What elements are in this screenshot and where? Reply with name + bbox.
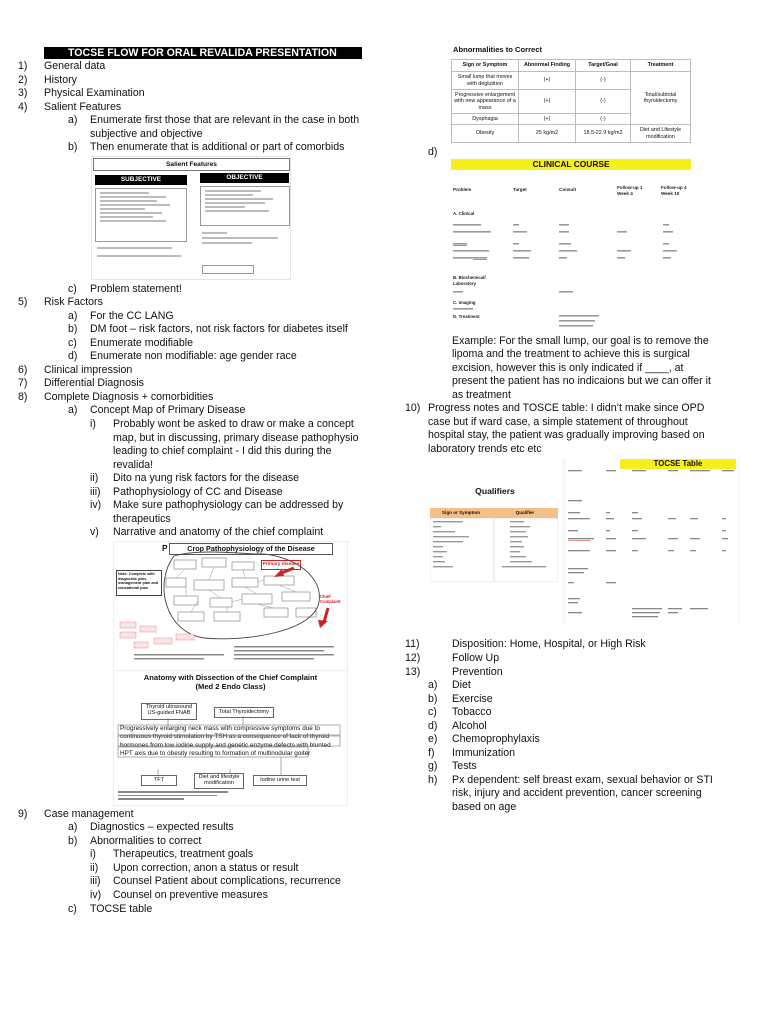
prevention-item: Alcohol (452, 720, 487, 732)
risk-factor-item: For the CC LANG (90, 310, 174, 322)
list-number: 6) (18, 364, 28, 376)
clinical-course-rows (451, 159, 691, 334)
clin-header: Target (513, 187, 527, 192)
progress-notes-3: hospital stay, the patient was gradually improving based on (428, 429, 705, 441)
list-number: 9) (18, 808, 28, 820)
roman-numeral: ii) (90, 472, 99, 484)
abn-cell: (+) (519, 90, 576, 114)
patho-concept-map (114, 542, 347, 670)
roman-numeral: iv) (90, 499, 102, 511)
clin-section: A. Clinical (453, 211, 475, 216)
example-text-5: as treatment (452, 389, 511, 401)
prevention-item: Tests (452, 760, 477, 772)
salient-b-text: Then enumerate that is additional or part of comorbids (90, 141, 345, 153)
abn-header: Sign or Symptom (452, 60, 519, 72)
objective-box (200, 186, 290, 226)
clinical-impression: Clinical impression (44, 364, 133, 376)
iodine-urine-box: Iodine urine test (253, 775, 307, 786)
prevention-item: Chemoprophylaxis (452, 733, 540, 745)
sub-letter: g) (428, 760, 438, 772)
abnormalities-table (451, 59, 691, 143)
sub-letter: a) (428, 679, 438, 691)
diagnostics: Diagnostics – expected results (90, 821, 234, 833)
risk-factor-item: DM foot – risk factors, not risk factors for diabetes itself (90, 323, 348, 335)
progress-notes-4: laboratory trends etc etc (428, 443, 542, 455)
abn-cell: (-) (576, 72, 631, 90)
list-number: 10) (405, 402, 421, 414)
sub-letter: a) (68, 404, 78, 416)
sub-letter: d) (428, 720, 438, 732)
list-number: 2) (18, 74, 28, 86)
prevention-h-3: based on age (452, 801, 517, 813)
subjective-box (95, 188, 187, 242)
abn-cell: 18.5-22.9 kg/m2 (576, 125, 631, 143)
sub-letter: b) (68, 835, 78, 847)
abn-cell: Progressive enlargement with new appearance of a mass (452, 90, 519, 114)
risk-factor-item: Enumerate modifiable (90, 337, 194, 349)
list-item-physical-exam: Physical Examination (44, 87, 145, 99)
case-management: Case management (44, 808, 134, 820)
document-title: TOCSE FLOW FOR ORAL REVALIDA PRESENTATION (44, 47, 362, 59)
example-text-2: lipoma and the treatment to achieve this is surgical (452, 348, 690, 360)
tocse-rows (566, 468, 738, 618)
qualifiers-header-row (430, 508, 558, 518)
sub-letter: a) (68, 114, 78, 126)
roman-numeral: i) (90, 418, 96, 430)
abn-header: Treatment (631, 60, 691, 72)
roman-numeral: v) (90, 526, 99, 538)
prevention-item: Tobacco (452, 706, 492, 718)
salient-a-text-2: subjective and objective (90, 128, 203, 140)
roman-numeral: ii) (90, 862, 99, 874)
sub-letter: c) (68, 283, 77, 295)
abn-cell: Small lump that moves with deglutition (452, 72, 519, 90)
prevention-item: Exercise (452, 693, 493, 705)
roman-numeral: iv) (90, 889, 102, 901)
prevention-h-2: risk, injury and accident prevention, cancer screening (452, 787, 702, 799)
problem-statement: Problem statement! (90, 283, 182, 295)
clin-section: B. Biochemical/ Laboratory (453, 275, 486, 286)
list-number: 3) (18, 87, 28, 99)
prevention: Prevention (452, 666, 503, 678)
list-item-history: History (44, 74, 77, 86)
risk-factor-item: Enumerate non modifiable: age gender race (90, 350, 297, 362)
sub-letter: h) (428, 774, 438, 786)
sub-letter: f) (428, 747, 435, 759)
qualifiers-tocse-figure (428, 458, 740, 623)
clinical-course-figure (451, 159, 691, 334)
abn-cell: (-) (576, 114, 631, 125)
abn-cell: Dysphagia (452, 114, 519, 125)
tocse-title: TOCSE Table (620, 459, 736, 469)
clin-header: Consult (559, 187, 577, 192)
qualifiers-title: Qualifiers (475, 486, 515, 496)
abn-cell: (+) (519, 72, 576, 90)
differential-diagnosis: Differential Diagnosis (44, 377, 144, 389)
diet-lifestyle-box: Diet and lifestyle modification (194, 773, 244, 789)
case-b-item: Counsel on preventive measures (113, 889, 268, 901)
sub-letter: a) (68, 310, 78, 322)
list-number: 11) (405, 638, 420, 650)
example-text-4: present the patient has no indicaions but we can offer it (452, 375, 711, 387)
patho-note: Note: Complete with diagnostic plan, management plan and educational plan (116, 570, 162, 596)
chief-complaint-label: Chief Complaint (320, 594, 341, 604)
abnormalities-to-correct: Abnormalities to correct (90, 835, 202, 847)
roman-numeral: iii) (90, 875, 101, 887)
example-text-3: excision, however this is only indicated if ____, at (452, 362, 684, 374)
abn-cell: Obesity (452, 125, 519, 143)
list-number: 4) (18, 101, 28, 113)
clin-header: Follow-up 1 Week 4 (617, 185, 643, 196)
clin-section: C. Imaging (453, 300, 476, 305)
tocse-table-item: TOCSE table (90, 903, 153, 915)
abnormalities-title: Abnormalities to Correct (453, 45, 543, 54)
anatomy-subtitle: (Med 2 Endo Class) (195, 682, 266, 691)
progress-notes-2: case but if ward case, a simple statement of throughout (428, 416, 688, 428)
sub-letter: c) (68, 337, 77, 349)
abn-cell: Total/subtotal thyroidectomy (631, 72, 691, 125)
risk-factors: Risk Factors (44, 296, 103, 308)
case-b-item: Upon correction, anon a status or result (113, 862, 299, 874)
abn-cell: (+) (519, 114, 576, 125)
concept-map-v: Narrative and anatomy of the chief complaint (113, 526, 324, 538)
clin-header: Problem (453, 187, 472, 192)
concept-map-i: Probably wont be asked to draw or make a concept (113, 418, 354, 430)
concept-map-iv: Make sure pathophysiology can be addressed by (113, 499, 344, 511)
sub-letter: d) (428, 146, 438, 158)
progress-notes-1: Progress notes and TOSCE table: I didn’t make since OPD (428, 402, 705, 414)
concept-map-iv-2: therapeutics (113, 513, 171, 525)
abn-header: Target/Goal (576, 60, 631, 72)
narrative-text: Progressively enlarging neck mass with compressive symptoms due to continuous thyroid stimulation by TSH as a consequence of lack of thyroid hormones from low iodine supply and genetic enzyme defects with blunted HPT axis due to obesity resulting to formation of multinodular goiter (120, 725, 331, 758)
example-text-1: Example: For the small lump, our goal is to remove the (452, 335, 709, 347)
subjective-header: SUBJECTIVE (95, 175, 187, 185)
clin-header: Follow-up 4 Week 10 (661, 185, 687, 196)
sub-letter: c) (428, 706, 437, 718)
concept-map: Concept Map of Primary Disease (90, 404, 246, 416)
list-item-salient-features: Salient Features (44, 101, 122, 113)
qualifiers-header: Sign or Symptom (441, 510, 481, 515)
clin-section: D. Treatment (453, 314, 480, 319)
anatomy-title: Anatomy with Dissection of the Chief Complaint (143, 673, 318, 682)
salient-features-figure (91, 156, 291, 280)
concept-map-i-3: leading to chief complaint - I did this during the (113, 445, 332, 457)
sub-letter: b) (68, 141, 78, 153)
sub-letter: e) (428, 733, 438, 745)
patho-heading-letter: P (162, 544, 168, 553)
patho-heading: Crop Pathophysiology of the Disease (169, 543, 333, 555)
concept-map-iii: Pathophysiology of CC and Disease (113, 486, 283, 498)
list-number: 12) (405, 652, 421, 664)
salient-a-text: Enumerate first those that are relevant in the case in both (90, 114, 360, 126)
disposition: Disposition: Home, Hospital, or High Risk (452, 638, 646, 650)
concept-map-i-2: map, but in discussing, primary disease pathophysio (113, 432, 359, 444)
concept-map-i-4: revalida! (113, 459, 154, 471)
total-thyroidectomy-box: Total Thyroidectomy (214, 707, 274, 718)
sub-letter: a) (68, 821, 78, 833)
sub-letter: b) (68, 323, 78, 335)
tft-box: TFT (141, 775, 177, 786)
follow-up: Follow Up (452, 652, 500, 664)
list-item-general-data: General data (44, 60, 106, 72)
sub-letter: b) (428, 693, 438, 705)
abn-cell: 25 kg/m2 (519, 125, 576, 143)
prevention-h-1: Px dependent: self breast exam, sexual behavior or STI (452, 774, 713, 786)
prevention-item: Immunization (452, 747, 515, 759)
objective-header: OBJECTIVE (200, 173, 289, 183)
list-number: 8) (18, 391, 28, 403)
list-number: 1) (18, 60, 28, 72)
prevention-item: Diet (452, 679, 471, 691)
qualifiers-panel (428, 458, 562, 623)
primary-disease-label: Primary disease (261, 560, 301, 570)
anatomy-figure (113, 670, 348, 806)
tocse-panel (566, 458, 738, 623)
qualifiers-rows (430, 518, 558, 582)
case-b-item: Therapeutics, treatment goals (113, 848, 254, 860)
pathophysiology-figure (113, 541, 348, 671)
roman-numeral: i) (90, 848, 96, 860)
abn-cell: (-) (576, 90, 631, 114)
roman-numeral: iii) (90, 486, 101, 498)
abn-header: Abnormal Finding (519, 60, 576, 72)
clinical-course-title: CLINICAL COURSE (451, 159, 691, 170)
list-number: 7) (18, 377, 28, 389)
list-number: 5) (18, 296, 28, 308)
list-number: 13) (405, 666, 421, 678)
sub-letter: c) (68, 903, 77, 915)
concept-map-ii: Dito na yung risk factors for the disease (113, 472, 300, 484)
abn-cell: Diet and Lifestyle modification (631, 125, 691, 143)
case-b-item: Counsel Patient about complications, recurrence (113, 875, 341, 887)
thyroid-ultrasound-box: Thyroid ultrasound US-guided FNAB (141, 703, 197, 720)
qualifiers-header: Qualifier (515, 510, 535, 515)
sub-letter: d) (68, 350, 78, 362)
salient-figure-title: Salient Features (93, 158, 290, 171)
complete-diagnosis: Complete Diagnosis + comorbidities (44, 391, 214, 403)
